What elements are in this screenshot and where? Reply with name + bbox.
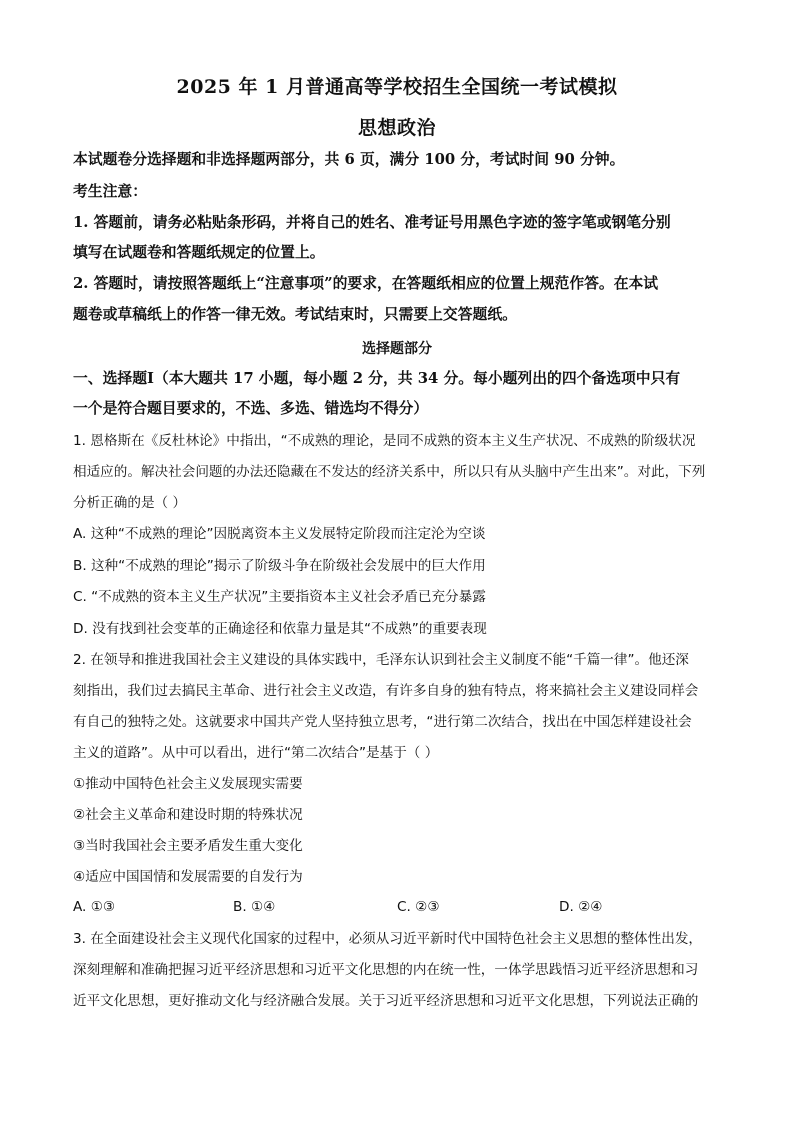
q3-stem-line-3: 近平文化思想，更好推动文化与经济融合发展。关于习近平经济思想和习近平文化思想，下列说法正确的	[73, 993, 699, 1009]
q2-statement-4: ④适应中国国情和发展需要的自发行为	[73, 869, 303, 885]
q2-statement-1: ①推动中国特色社会主义发展现实需要	[73, 776, 303, 792]
notice-item-1-line-1: 1. 答题前，请务必粘贴条形码，并将自己的姓名、准考证号用黑色字迹的签字笔或钢笔分别	[73, 214, 671, 231]
q2-stem-line-1: 2. 在领导和推进我国社会主义建设的具体实践中，毛泽东认识到社会主义制度不能“千篇一律”。他还深	[73, 652, 689, 668]
q2-stem-line-4: 主义的道路”。从中可以看出，进行“第二次结合”是基于（ ）	[73, 745, 439, 761]
section-name: 选择题部分	[362, 341, 432, 357]
q1-stem-line-3: 分析正确的是（ ）	[73, 495, 187, 511]
exam-intro: 本试题卷分选择题和非选择题两部分，共 6 页，满分 100 分，考试时间 90 分钟。	[73, 151, 625, 168]
q2-statement-3: ③当时我国社会主要矛盾发生重大变化	[73, 838, 303, 854]
q2-stem-line-2: 刻指出，我们过去搞民主革命、进行社会主义改造，有许多自身的独有特点，将来搞社会主义建设同样会	[73, 683, 699, 699]
q1-stem-line-1: 1. 恩格斯在《反杜林论》中指出，“不成熟的理论，是同不成熟的资本主义生产状况、不成熟的阶级状况	[73, 433, 696, 449]
q3-stem-line-2: 深刻理解和准确把握习近平经济思想和习近平文化思想的内在统一性，一体学思践悟习近平经济思想和习	[73, 962, 699, 978]
q3-stem-line-1: 3. 在全面建设社会主义现代化国家的过程中，必须从习近平新时代中国特色社会主义思想的整体性出发，	[73, 931, 703, 947]
q2-stem-line-3: 有自己的独特之处。这就要求中国共产党人坚持独立思考，“进行第二次结合，找出在中国怎样建设社会	[73, 714, 692, 730]
q1-option-c: C. “不成熟的资本主义生产状况”主要指资本主义社会矛盾已充分暴露	[73, 589, 486, 605]
q1-option-a: A. 这种“不成熟的理论”因脱离资本主义发展特定阶段而注定沦为空谈	[73, 526, 486, 542]
section-heading-line-2: 一个是符合题目要求的，不选、多选、错选均不得分）	[73, 400, 429, 417]
subject-title: 思想政治	[357, 117, 436, 139]
notice-label: 考生注意：	[73, 183, 147, 200]
q2-option-b: B. ①④	[233, 899, 276, 915]
q1-option-b: B. 这种“不成熟的理论”揭示了阶级斗争在阶级社会发展中的巨大作用	[73, 558, 486, 574]
q2-option-c: C. ②③	[397, 899, 440, 915]
q2-option-d: D. ②④	[559, 899, 603, 915]
exam-title: 2025 年 1 月普通高等学校招生全国统一考试模拟	[176, 76, 618, 98]
notice-item-2-line-2: 题卷或草稿纸上的作答一律无效。考试结束时，只需要上交答题纸。	[73, 306, 517, 323]
section-heading-line-1: 一、选择题Ⅰ（本大题共 17 小题，每小题 2 分，共 34 分。每小题列出的四个备选项中只有	[73, 370, 681, 387]
notice-item-2-line-1: 2. 答题时，请按照答题纸上“注意事项”的要求，在答题纸相应的位置上规范作答。在本试	[73, 275, 659, 292]
q2-statement-2: ②社会主义革命和建设时期的特殊状况	[73, 807, 303, 823]
q1-stem-line-2: 相适应的。解决社会问题的办法还隐藏在不发达的经济关系中，所以只有从头脑中产生出来”。对此，下列	[73, 464, 706, 480]
notice-item-1-line-2: 填写在试题卷和答题纸规定的位置上。	[73, 244, 325, 261]
q1-option-d: D. 没有找到社会变革的正确途径和依靠力量是其“不成熟”的重要表现	[73, 621, 487, 637]
q2-option-a: A. ①③	[73, 899, 116, 915]
